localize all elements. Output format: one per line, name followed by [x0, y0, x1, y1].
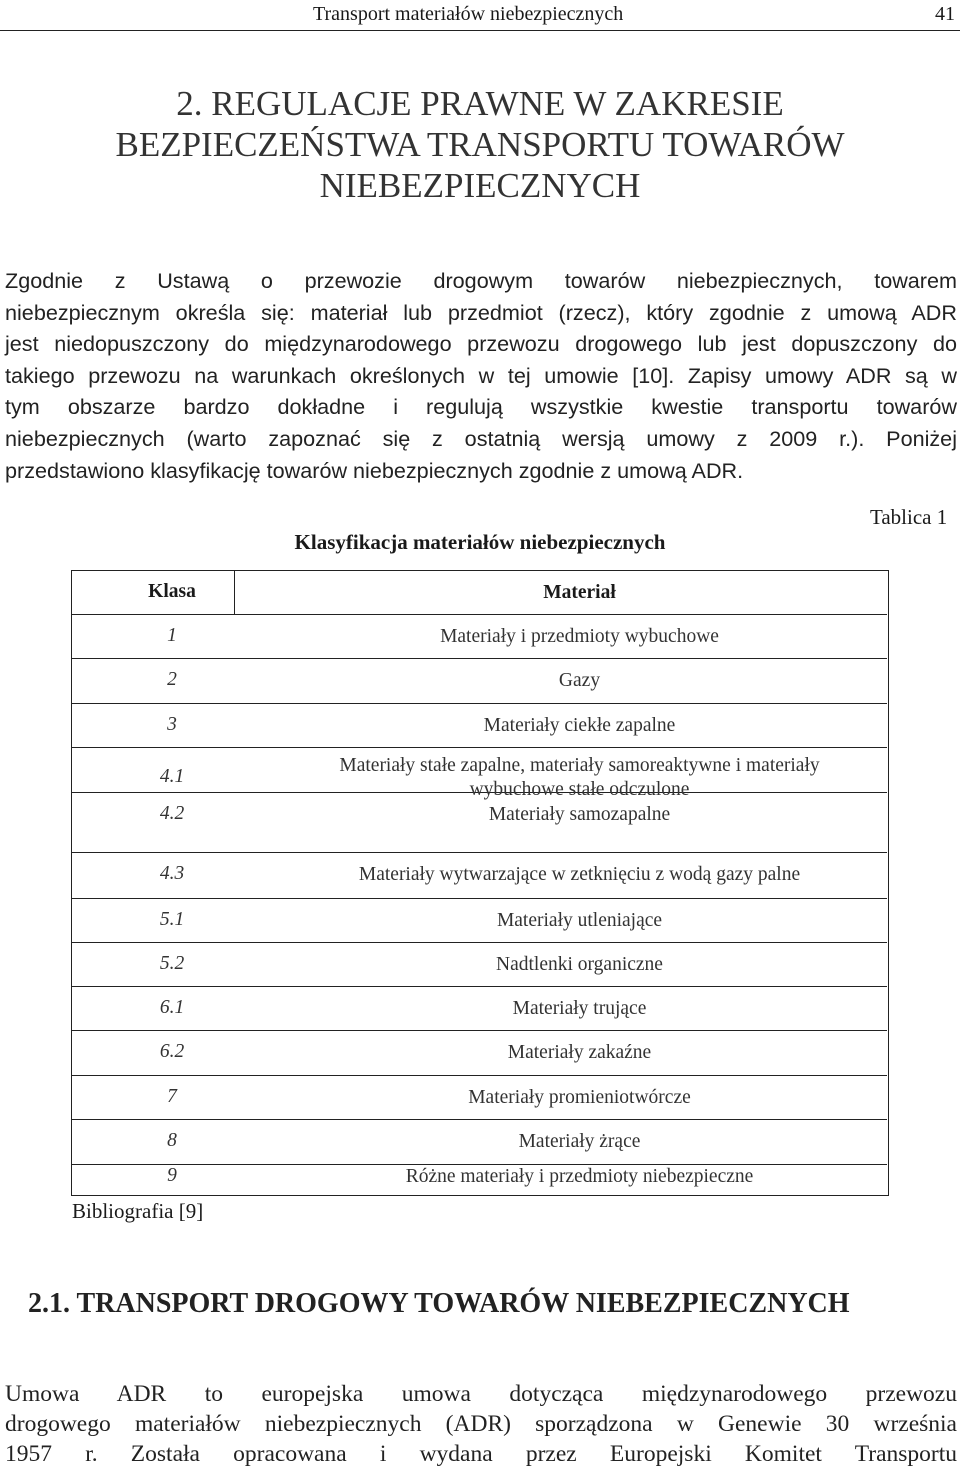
paragraph-line: tym obszarze bardzo dokładne i regulują wszystkie kwestie transportu towarów	[5, 394, 957, 420]
table-row	[72, 943, 887, 987]
paragraph-line: takiego przewozu na warunkach określonych w tej umowie [10]. Zapisy umowy ADR są w	[5, 362, 957, 388]
table-title	[0, 530, 960, 555]
cell-material: Materiały samozapalne	[488, 804, 671, 825]
cell-klasa: 7	[167, 1086, 177, 1107]
running-header-title: Transport materiałów niebezpiecznych	[313, 3, 624, 25]
page-number: 41	[935, 3, 955, 25]
table-row	[72, 899, 887, 943]
paragraph-line: drogowego materiałów niebezpiecznych (ADR) sporządzona w Genewie 30 września	[5, 1411, 957, 1437]
classification-table	[71, 570, 889, 1196]
table-row	[72, 1031, 887, 1076]
table-row	[72, 615, 887, 659]
cell-material: Materiały żrące	[518, 1131, 641, 1152]
table-row	[72, 853, 887, 899]
table-header-row	[72, 571, 887, 615]
paragraph-line: niebezpiecznym określa się: materiał lub przedmiot (rzecz), który zgodnie z umową ADR	[5, 299, 957, 325]
chapter-title	[0, 83, 960, 206]
cell-material-line: wybuchowe stałe odczulone	[469, 779, 690, 800]
cell-klasa: 2	[167, 669, 177, 690]
cell-klasa: 6.2	[159, 1041, 185, 1062]
table-row	[72, 748, 887, 800]
table-row	[72, 659, 887, 704]
cell-material-line: Materiały stałe zapalne, materiały samoreaktywne i materiały	[339, 755, 820, 776]
paragraph-line: jest niedopuszczony do międzynarodowego przewozu drogowego lub jest dopuszczony do	[5, 331, 957, 357]
cell-klasa: 4.2	[159, 803, 185, 824]
paragraph-line: niebezpiecznych (warto zapoznać się z ostatnią wersją umowy z 2009 r.). Poniżej	[5, 425, 957, 451]
cell-material: Materiały i przedmioty wybuchowe	[440, 626, 719, 647]
cell-material: Materiały zakaźne	[507, 1042, 652, 1063]
cell-klasa: 6.1	[159, 997, 185, 1018]
intro-paragraph	[5, 265, 957, 486]
table-row	[72, 1165, 887, 1196]
paragraph-line: 1957 r. Została opracowana i wydana przez Europejski Komitet Transportu	[5, 1441, 957, 1467]
paragraph-line: Zgodnie z Ustawą o przewozie drogowym towarów niebezpiecznych, towarem	[5, 268, 957, 293]
cell-klasa: 3	[167, 714, 177, 735]
cell-material: Materiały trujące	[512, 998, 647, 1019]
cell-klasa: 1	[167, 625, 177, 646]
header-klasa: Klasa	[148, 581, 196, 602]
cell-klasa: 4.1	[159, 766, 185, 787]
cell-klasa: 5.1	[159, 909, 185, 930]
cell-material: Materiały utleniające	[496, 910, 663, 931]
chapter-title-line: 2. REGULACJE PRAWNE W ZAKRESIE	[176, 84, 784, 123]
cell-material: Różne materiały i przedmioty niebezpieczne	[405, 1166, 754, 1187]
cell-klasa: 5.2	[159, 953, 185, 974]
table-label: Tablica 1	[870, 505, 948, 529]
running-header	[0, 0, 960, 31]
table-row	[72, 1076, 887, 1120]
cell-klasa: 9	[167, 1165, 177, 1186]
table-row	[72, 704, 887, 748]
paragraph-line: Umowa ADR to europejska umowa dotycząca międzynarodowego przewozu	[5, 1381, 957, 1407]
chapter-title-line: BEZPIECZEŃSTWA TRANSPORTU TOWARÓW	[115, 125, 845, 164]
cell-material: Materiały promieniotwórcze	[468, 1087, 691, 1108]
cell-material: Gazy	[558, 670, 601, 691]
closing-paragraph	[5, 1379, 957, 1469]
cell-material: Materiały ciekłe zapalne	[483, 715, 676, 736]
chapter-title-line: NIEBEZPIECZNYCH	[319, 166, 641, 205]
table-row	[72, 793, 887, 853]
header-material: Materiał	[543, 582, 616, 603]
cell-material: Nadtlenki organiczne	[496, 954, 663, 975]
table-source: Bibliografia [9]	[72, 1199, 204, 1223]
cell-material: Materiały wytwarzające w zetknięciu z wodą gazy palne	[358, 864, 801, 885]
section-title: 2.1. TRANSPORT DROGOWY TOWARÓW NIEBEZPIECZNYCH	[28, 1288, 850, 1319]
table-row	[72, 1120, 887, 1165]
paragraph-line: przedstawiono klasyfikację towarów niebezpiecznych zgodnie z umową ADR.	[5, 457, 744, 483]
table-row	[72, 987, 887, 1031]
cell-klasa: 4.3	[159, 863, 185, 884]
cell-klasa: 8	[167, 1130, 177, 1151]
table-title-text: Klasyfikacja materiałów niebezpiecznych	[294, 530, 666, 554]
